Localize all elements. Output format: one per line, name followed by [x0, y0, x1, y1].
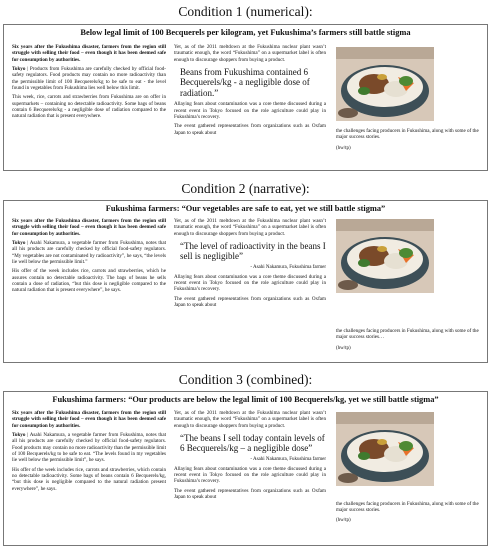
article-mid-2: Allaying fears about contamination was a core theme discussed during a recent event in Tokyo focused on the role agriculture could play in Fukushima’s recovery.: [174, 273, 326, 293]
photo-caption: the challenges facing producers in Fukushima, along with some of the major success stories.: [336, 128, 479, 141]
article-mid-3: The event gathered representatives from organizations such as Oxfam Japan to speak about: [174, 487, 326, 501]
article-body-2: This week, rice, carrots and strawberries from Fukushima are on offer in supermarkets – containing no detectable radioactivity. Some bags of beans contain 6 Becquerels/kg - a negligible dose of radiation compared to the natural radiation that is present everywhere.: [12, 94, 166, 120]
article-mid-3: The event gathered representatives from organizations such as Oxfam Japan to speak about: [174, 295, 326, 309]
article-column-middle: [174, 218, 326, 312]
quote-attribution: - Asahi Nakamura, Fukushima farmer: [250, 456, 326, 462]
article-dateline: Tokyo: [12, 66, 26, 73]
article-panel-1: [3, 24, 488, 171]
pull-quote: Beans from Fukushima contained 6 Becquerels/kg - a negligible dose of radiation.”: [180, 66, 310, 98]
pull-quote: “The level of radioactivity in the beans I sell is negligible”: [180, 240, 326, 262]
article-column-left: [12, 218, 166, 297]
article-mid-2: Allaying fears about contamination was a core theme discussed during a recent event in Tokyo focused on the role agriculture could play in Fukushima’s recovery.: [174, 465, 326, 485]
article-mid-2: Allaying fears about contamination was a core theme discussed during a recent event in Tokyo focused on the role agriculture could play in Fukushima’s recovery.: [174, 101, 326, 120]
article-mid-1: Yet, as of the 2011 meltdown at the Fukushima nuclear plant wasn’t traumatic enough, the word “Fukushima” on a supermarket label is often enough to discourage shoppers from buying a product.: [174, 44, 326, 63]
condition-2-title: Condition 2 (narrative):: [181, 181, 310, 196]
photo-caption: the challenges facing producers in Fukushima, along with some of the major success stories.: [336, 501, 479, 514]
food-bowl-photo: [336, 47, 434, 121]
article-column-middle: [174, 44, 326, 139]
quote-attribution: - Asahi Nakamura, Fukushima farmer: [250, 264, 326, 270]
article-panel-2: [3, 200, 488, 363]
article-headline: Fukushima farmers: “Our products are below the legal limit of 100 Becquerels/kg, yet we still battle stigma”: [52, 395, 439, 404]
pull-quote: “The beans I sell today contain levels of 6 Becquerels/kg – a negligible dose”: [180, 432, 325, 454]
condition-3-title: Condition 3 (combined):: [178, 372, 313, 387]
article-mid-1: Yet, as of the 2011 meltdown at the Fukushima nuclear plant wasn’t traumatic enough, the word “Fukushima” on a supermarket label is often enough to discourage shoppers from buying a product.: [174, 410, 326, 429]
article-headline: Fukushima farmers: “Our vegetables are safe to eat, yet we still battle stigma”: [105, 204, 386, 213]
article-body-1: Tokyo | Products from Fukushima are carefully checked by official food-safety regulators. Food products may contain no more radioactivity than the permissible limit of 100 Becquerels/kg to be safe to eat - the level found in vegetables from Fukushima lies well below this limit.: [12, 66, 166, 91]
photo-credit: (hw/tp): [336, 346, 351, 351]
article-mid-3: The event gathered representatives from organizations such as Oxfam Japan to speak about: [174, 123, 326, 136]
article-mid-1: Yet, as of the 2011 meltdown at the Fukushima nuclear plant wasn’t traumatic enough, the word “Fukushima” on a supermarket label is often enough to discourage shoppers from buying a product.: [174, 218, 326, 237]
article-column-left: [12, 410, 166, 495]
food-bowl-photo: [336, 219, 434, 293]
article-lead: Six years after the Fukushima disaster, farmers from the region still struggle with selling their food – even though it has been deemed safe for consumption by authorities.: [12, 44, 166, 63]
condition-1-title: Condition 1 (numerical):: [178, 4, 313, 19]
article-body-2: His offer of the week includes rice, carrots and strawberries, which he assures contain no detectable radioactivity. The bags of beans he sells contain a dose of radiation, “but this dose is negligible compared to the natural radiation that is present everywhere”, he says.: [12, 268, 166, 294]
photo-caption: the challenges facing producers in Fukushima, along with some of the major success stories…: [336, 328, 479, 341]
article-lead: Six years after the Fukushima disaster, farmers from the region still struggle with selling their food – even though it has been deemed safe for consumption by authorities.: [12, 410, 166, 429]
photo-credit: (hw/tp): [336, 146, 351, 151]
article-panel-3: [3, 391, 488, 546]
article-lead: Six years after the Fukushima disaster, farmers from the region still struggle with selling their food – even though it has been deemed safe for consumption by authorities.: [12, 218, 166, 237]
article-body-1: Tokyo | Asahi Nakamura, a vegetable farmer from Fukushima, notes that all his products are carefully checked by official food-safety regulators. “My vegetables are not contaminated by radioactivity”, he says, “the levels lie well below the permissible limit.”: [12, 240, 166, 265]
food-bowl-photo: [336, 412, 434, 486]
article-dateline: Tokyo: [12, 432, 26, 439]
article-column-left: [12, 44, 166, 123]
article-body-1: Tokyo | Asahi Nakamura, a vegetable farmer from Fukushima, notes that all his products are carefully checked by official food-safety regulators. Food products may contain no more radioactivity than the permissible limit of 100 Becquerels/kg to be safe to eat. “The levels found in my vegetables lie well below the permissible limit”, he says.: [12, 432, 166, 464]
article-column-middle: [174, 410, 326, 504]
photo-credit: (hw/tp): [336, 518, 351, 523]
article-body-2: His offer of the week includes rice, carrots and strawberries, which contain no detectable radioactivity. Some bags of beans contain 6 Becquerels/kg, “but this dose is negligible compared to the natural radiation present everywhere”, he says.: [12, 466, 166, 492]
article-headline: Below legal limit of 100 Becquerels per kilogram, yet Fukushima’s farmers still battle stigma: [80, 28, 411, 37]
article-dateline: Tokyo: [12, 240, 26, 247]
